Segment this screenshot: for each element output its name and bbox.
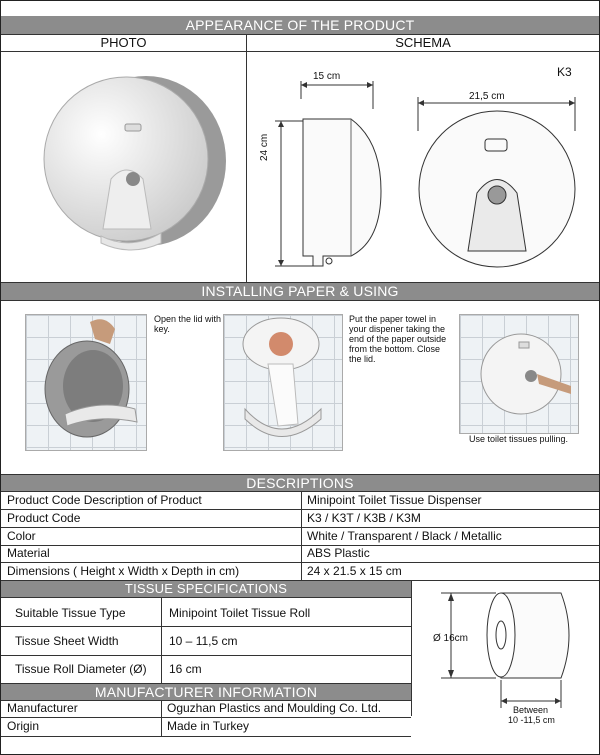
step-use-tissue-drawing [459, 314, 577, 432]
tissue-value-0: Minipoint Toilet Tissue Roll [169, 606, 311, 620]
dispenser-schema [263, 61, 593, 276]
tissue-value-1: 10 – 11,5 cm [169, 634, 238, 648]
dispenser-photo [21, 61, 231, 271]
roll-between-value: 10 -11,5 cm [508, 715, 555, 725]
manufacturer-value-1: Made in Turkey [167, 719, 250, 733]
installing-header: INSTALLING PAPER & USING [1, 283, 599, 300]
schema-width-dim: 21,5 cm [469, 91, 505, 102]
desc-value-0: Minipoint Toilet Tissue Dispenser [307, 493, 482, 507]
tissue-label-2: Tissue Roll Diameter (Ø) [15, 662, 147, 676]
manufacturer-label-1: Origin [7, 719, 40, 733]
desc-value-1: K3 / K3T / K3B / K3M [307, 511, 421, 525]
step1-text: Open the lid with key. [154, 314, 222, 334]
tissue-roll-drawing [421, 583, 596, 713]
manufacturer-value-0: Oguzhan Plastics and Moulding Co. Ltd. [167, 701, 382, 715]
step-put-paper-drawing [223, 314, 341, 449]
tissue-label-1: Tissue Sheet Width [15, 634, 119, 648]
roll-diameter-label: Ø 16cm [433, 633, 469, 644]
desc-label-0: Product Code Description of Product [7, 493, 202, 507]
step-open-lid-drawing [25, 314, 145, 449]
schema-depth-dim: 15 cm [313, 71, 341, 82]
manufacturer-header: MANUFACTURER INFORMATION [1, 684, 411, 700]
desc-value-4: 24 x 21.5 x 15 cm [307, 564, 402, 578]
manufacturer-label-0: Manufacturer [7, 701, 78, 715]
desc-label-2: Color [7, 529, 36, 543]
desc-label-3: Material [7, 546, 50, 560]
desc-label-1: Product Code [7, 511, 81, 525]
desc-value-3: ABS Plastic [307, 546, 370, 560]
schema-height-dim: 24 cm [259, 133, 270, 161]
roll-between-label: Between [513, 705, 549, 715]
desc-label-4: Dimensions ( Height x Width x Depth in cm) [7, 564, 240, 578]
tissue-label-0: Suitable Tissue Type [15, 606, 126, 620]
schema-code: K3 [557, 65, 572, 79]
desc-value-2: White / Transparent / Black / Metallic [307, 529, 502, 543]
tissue-value-2: 16 cm [169, 662, 202, 676]
step2-text: Put the paper towel in your dispener taking the end of the paper outside from the bottom. Close the lid. [349, 314, 447, 364]
step3-text: Use toilet tissues pulling. [469, 434, 569, 444]
photo-label: PHOTO [100, 35, 147, 50]
schema-label: SCHEMA [395, 35, 451, 50]
descriptions-header: DESCRIPTIONS [1, 475, 599, 491]
appearance-header: APPEARANCE OF THE PRODUCT [1, 16, 599, 34]
tissue-header: TISSUE SPECIFICATIONS [1, 581, 411, 597]
